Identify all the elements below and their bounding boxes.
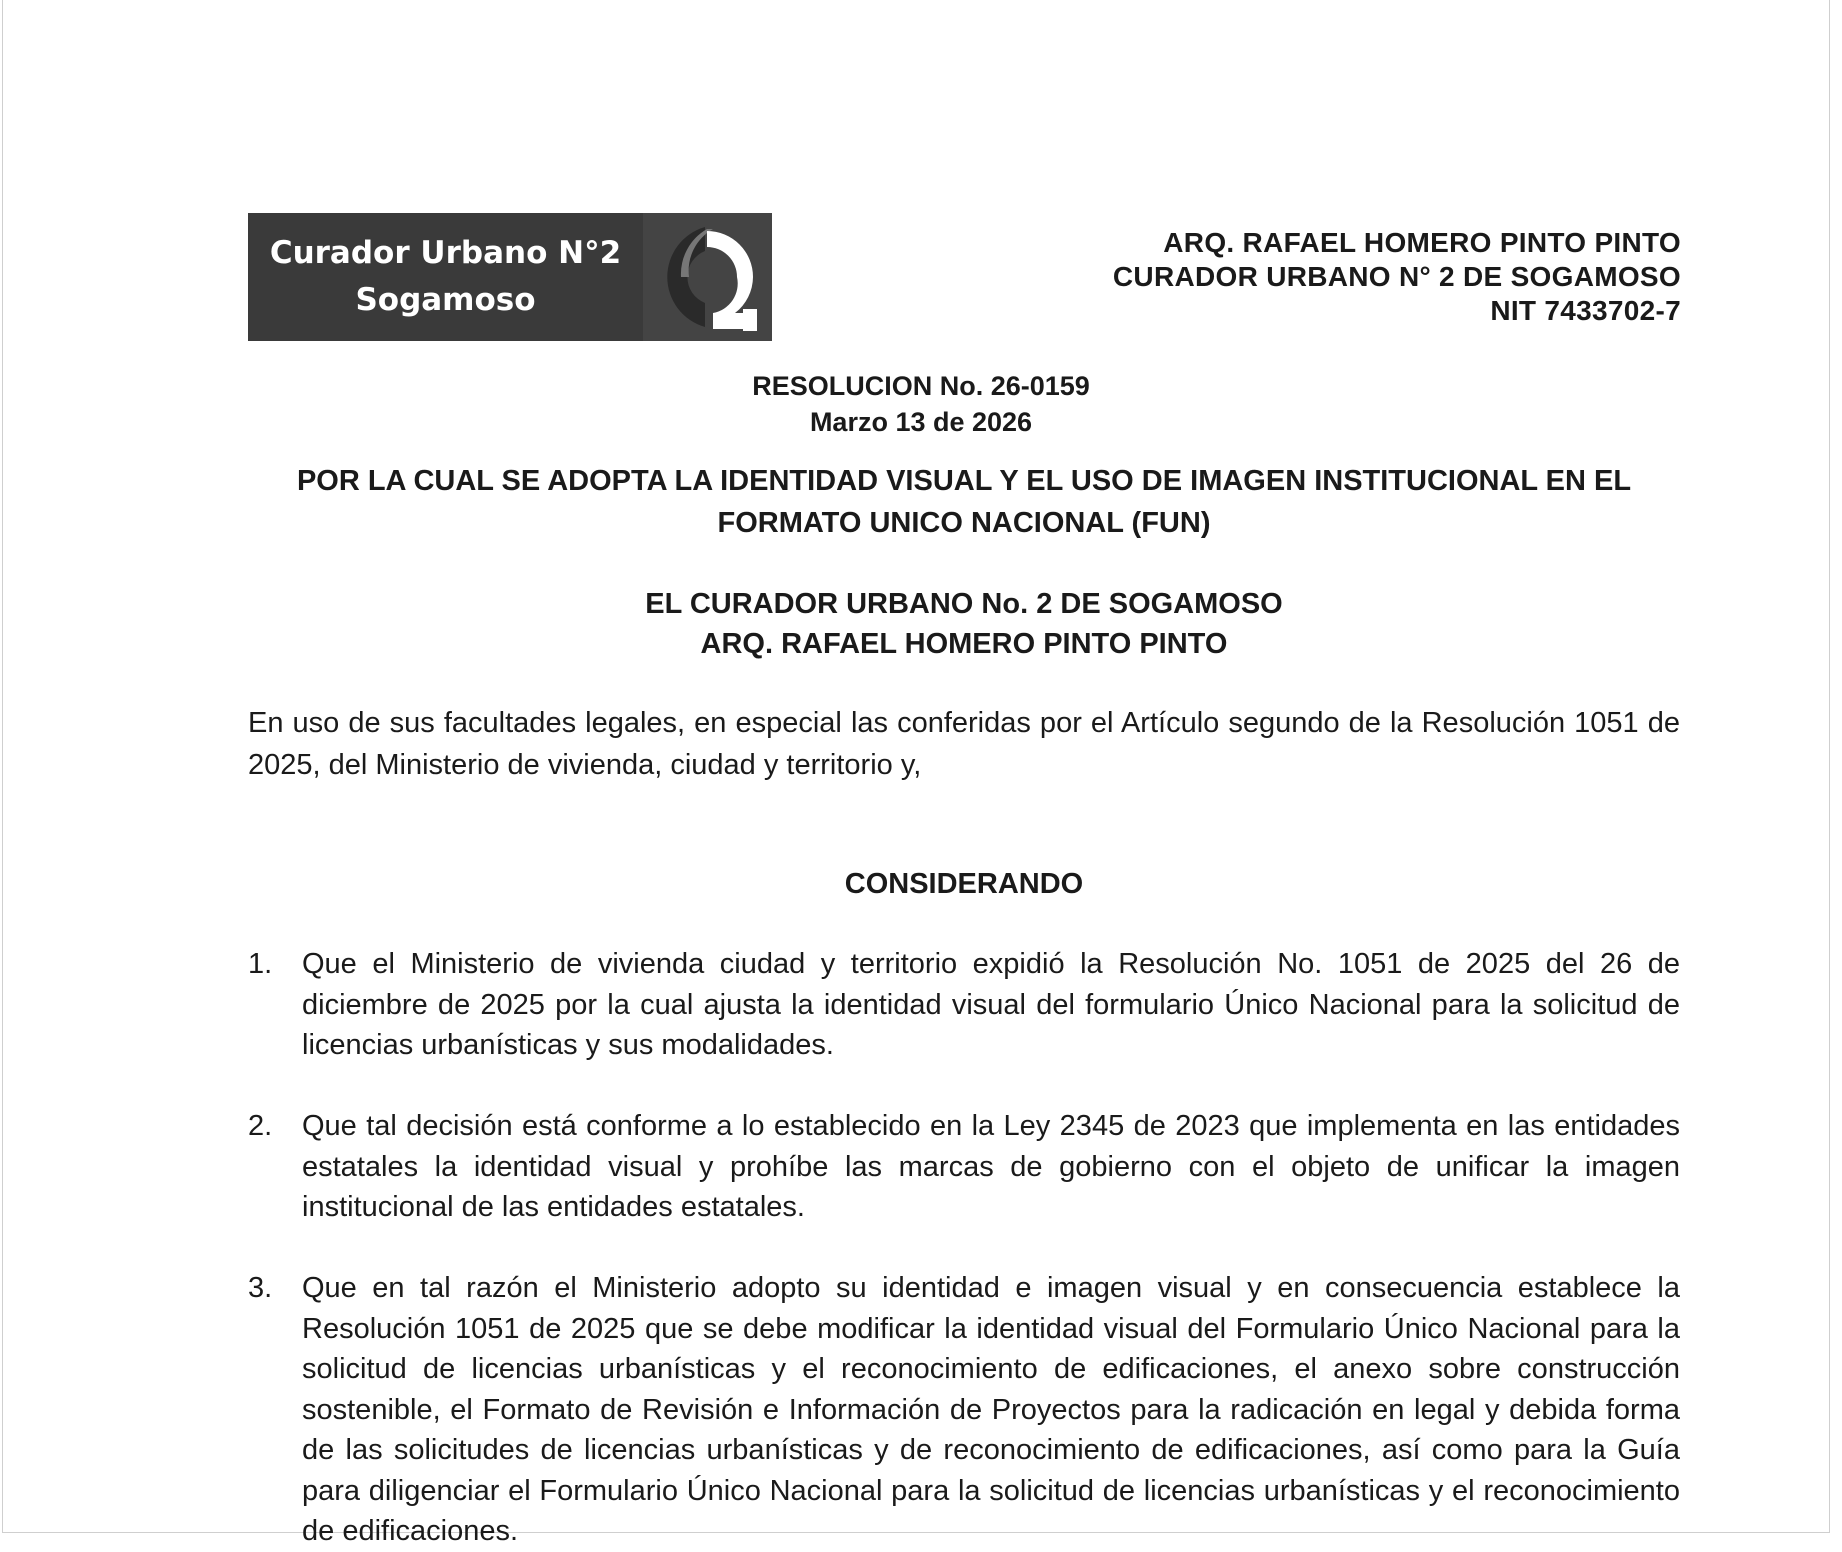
issuer-block — [248, 584, 1680, 664]
item-number: 2. — [248, 1110, 273, 1142]
title-line-1: POR LA CUAL SE ADOPTA LA IDENTIDAD VISUAL Y EL USO DE IMAGEN INSTITUCIONAL EN EL — [296, 465, 1632, 497]
resolution-title — [248, 460, 1680, 544]
curador-logo — [248, 213, 772, 341]
item-text: Que en tal razón el Ministerio adopto su identidad e imagen visual y en consecuencia establece la Resolución 1051 de 2025 que se debe modificar la identidad visual del Formulario Único Nacional para la solicitud de licencias urbanísticas y el reconocimiento de edificaciones, el anexo sobre construcción sostenible, el Formato de Revisión e Información de Proyectos para la radicación en legal y debida forma de las solicitudes de licencias urbanísticas y de reconocimiento de edificaciones, así como para la Guía para diligenciar el Formulario Único Nacional para la solicitud de licencias urbanísticas y el reconocimiento de edificaciones. — [302, 1272, 1680, 1547]
header-nit: NIT 7433702-7 — [1490, 295, 1681, 326]
logo-text — [248, 213, 643, 341]
item-text: Que tal decisión está conforme a lo establecido en la Ley 2345 de 2023 que implementa en las entidades estatales la identidad visual y prohíbe las marcas de gobierno con el objeto de unificar la imagen institucional de las entidades estatales. — [302, 1110, 1680, 1223]
item-number: 3. — [248, 1272, 273, 1304]
header-office: CURADOR URBANO N° 2 DE SOGAMOSO — [1112, 261, 1681, 292]
list-item — [248, 1106, 1680, 1228]
issuer-line-2: ARQ. RAFAEL HOMERO PINTO PINTO — [700, 628, 1228, 660]
resolution-block — [0, 368, 1842, 440]
resolution-number: RESOLUCION No. 26-0159 — [752, 371, 1090, 401]
logo-line-2: Sogamoso — [355, 282, 536, 318]
logo-line-1: Curador Urbano N°2 — [269, 235, 622, 271]
list-item — [248, 1268, 1680, 1552]
item-text: Que el Ministerio de vivienda ciudad y territorio expidió la Resolución No. 1051 de 2025 del 26 de diciembre de 2025 por la cual ajusta la identidad visual del formulario Único Nacional para la solicitud de licencias urbanísticas y sus modalidades. — [302, 948, 1680, 1061]
logo-mark-icon — [643, 213, 772, 341]
resolution-date: Marzo 13 de 2026 — [809, 407, 1033, 437]
considerando-heading: CONSIDERANDO — [844, 868, 1084, 900]
issuer-header — [1113, 226, 1681, 328]
item-number: 1. — [248, 948, 273, 980]
title-line-2: FORMATO UNICO NACIONAL (FUN) — [717, 507, 1211, 539]
list-item — [248, 944, 1680, 1066]
issuer-line-1: EL CURADOR URBANO No. 2 DE SOGAMOSO — [645, 588, 1283, 620]
intro-paragraph: En uso de sus facultades legales, en especial las conferidas por el Artículo segundo de la Resolución 1051 de 2025, del Ministerio de vivienda, ciudad y territorio y, — [248, 707, 1680, 781]
header-name: ARQ. RAFAEL HOMERO PINTO PINTO — [1163, 227, 1681, 258]
